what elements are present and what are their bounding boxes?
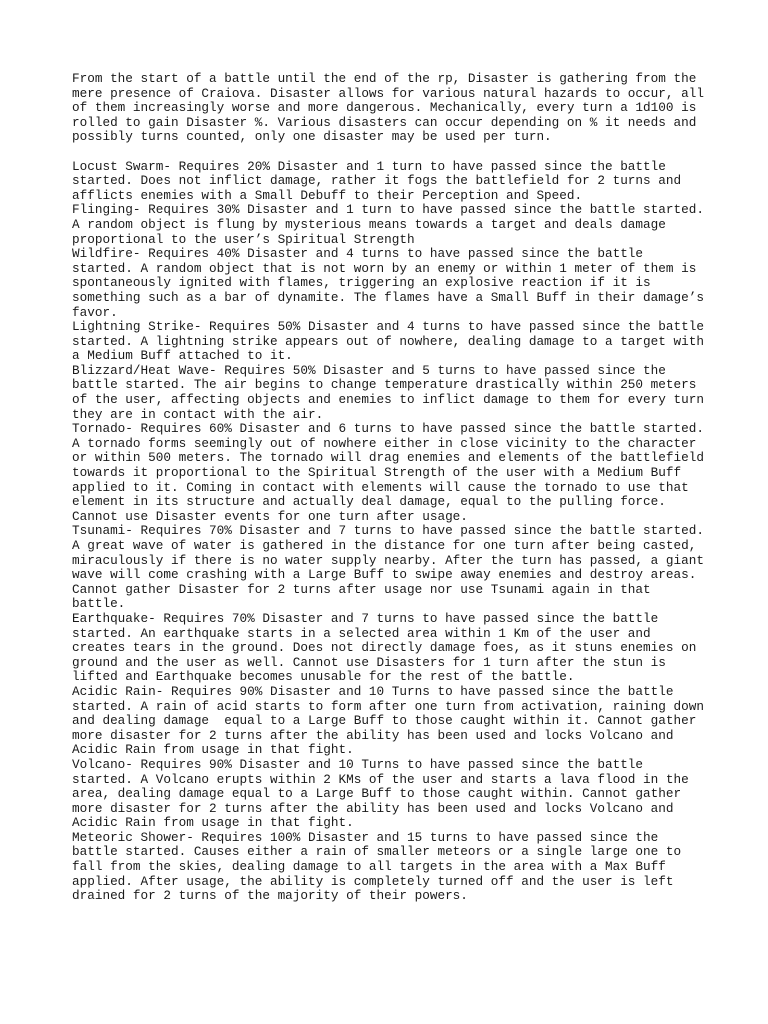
text-line: A random object is flung by mysterious means towards a target and deals damage: [72, 216, 666, 232]
text-line: drained for 2 turns of the majority of their powers.: [72, 888, 468, 904]
text-line: more disaster for 2 turns after the ability has been used and locks Volcano and: [72, 727, 674, 743]
intro-paragraph: [72, 72, 712, 145]
text-line: towards it proportional to the Spiritual Strength of the user with a Medium Buff: [72, 465, 682, 481]
text-line: lifted and Earthquake becomes unusable for the rest of the battle.: [72, 669, 575, 685]
flinging-entry: Flinging- Requires 30% Disaster and 1 turn to have passed since the battle started.: [72, 202, 704, 218]
text-line: something such as a bar of dynamite. The flames have a Small Buff in their damage’s: [72, 289, 704, 305]
text-line: they are in contact with the air.: [72, 406, 324, 422]
text-line: battle started. The air begins to change temperature drastically within 250 meters: [72, 377, 697, 393]
acidic-rain-entry: Acidic Rain- Requires 90% Disaster and 10 Turns to have passed since the battle: [72, 683, 674, 699]
blizzard-heat-wave-entry: Blizzard/Heat Wave- Requires 50% Disaster and 5 turns to have passed since the: [72, 362, 666, 378]
text-line: and dealing damage equal to a Large Buff to those caught within it. Cannot gather: [72, 713, 697, 729]
text-line: afflicts enemies with a Small Debuff to their Perception and Speed.: [72, 187, 583, 203]
text-line: started. A random object that is not worn by an enemy or within 1 meter of them is: [72, 260, 697, 276]
meteoric-shower-entry: Meteoric Shower- Requires 100% Disaster and 15 turns to have passed since the: [72, 829, 659, 845]
text-line: proportional to the user’s Spiritual Strength: [72, 231, 415, 247]
earthquake-entry: Earthquake- Requires 70% Disaster and 7 turns to have passed since the battle: [72, 610, 659, 626]
text-line: applied. After usage, the ability is completely turned off and the user is left: [72, 873, 674, 889]
text-line: of them increasingly worse and more dangerous. Mechanically, every turn a 1d100 is: [72, 100, 697, 116]
text-line: Cannot use Disaster events for one turn after usage.: [72, 508, 468, 524]
text-line: A great wave of water is gathered in the distance for one turn after being casted,: [72, 538, 697, 553]
text-line: or within 500 meters. The tornado will drag enemies and elements of the battlefield: [72, 450, 704, 466]
text-line: favor.: [72, 304, 118, 320]
tornado-entry: Tornado- Requires 60% Disaster and 6 turns to have passed since the battle started.: [72, 421, 704, 437]
text-line: spontaneously ignited with flames, triggering an explosive reaction if it is: [72, 275, 651, 291]
text-line: started. A Volcano erupts within 2 KMs of the user and starts a lava flood in the: [72, 771, 689, 787]
wildfire-entry: Wildfire- Requires 40% Disaster and 4 turns to have passed since the battle: [72, 246, 644, 262]
text-line: started. An earthquake starts in a selected area within 1 Km of the user and: [72, 625, 651, 641]
text-line: area, dealing damage equal to a Large Buff to those caught within. Cannot gather: [72, 786, 682, 802]
text-line: fall from the skies, dealing damage to all targets in the area with a Max Buff: [72, 859, 666, 875]
text-line: applied to it. Coming in contact with elements will cause the tornado to use that: [72, 479, 689, 495]
text-line: of the user, affecting objects and enemies to inflict damage to them for every turn: [72, 392, 704, 408]
document-page: [72, 72, 712, 904]
text-line: battle.: [72, 596, 126, 612]
text-line: started. Does not inflict damage, rather it fogs the battlefield for 2 turns and: [72, 173, 682, 189]
text-line: miraculously if there is no water supply nearby. After the turn has passed, a giant: [72, 552, 704, 568]
volcano-entry: Volcano- Requires 90% Disaster and 10 Turns to have passed since the battle: [72, 756, 644, 772]
text-line: wave will come crashing with a Large Buff to swipe away enemies and destroy areas.: [72, 567, 697, 583]
text-line: more disaster for 2 turns after the ability has been used and locks Volcano and: [72, 800, 674, 816]
text-line: started. A lightning strike appears out of nowhere, dealing damage to a target with: [72, 333, 704, 349]
tsunami-entry: Tsunami- Requires 70% Disaster and 7 turns to have passed since the battle started.: [72, 523, 704, 539]
locust-swarm-entry: Locust Swarm- Requires 20% Disaster and 1 turn to have passed since the battle: [72, 158, 666, 174]
text-line: possibly turns counted, only one disaster may be used per turn.: [72, 129, 552, 145]
text-line: Cannot gather Disaster for 2 turns after usage nor use Tsunami again in that: [72, 581, 651, 597]
text-line: element in its structure and actually deal damage, equal to the pulling force.: [72, 494, 666, 510]
text-line: a Medium Buff attached to it.: [72, 348, 293, 364]
text-line: From the start of a battle until the end of the rp, Disaster is gathering from the: [72, 71, 697, 86]
text-line: ground and the user as well. Cannot use Disasters for 1 turn after the stun is: [72, 654, 666, 670]
text-line: Acidic Rain from usage in that fight.: [72, 815, 354, 831]
text-line: started. A rain of acid starts to form after one turn from activation, raining down: [72, 698, 704, 714]
text-line: Acidic Rain from usage in that fight.: [72, 742, 354, 758]
text-line: rolled to gain Disaster %. Various disasters can occur depending on % it needs and: [72, 114, 697, 130]
disaster-list: [72, 160, 712, 904]
text-line: mere presence of Craiova. Disaster allows for various natural hazards to occur, all: [72, 85, 704, 101]
text-line: creates tears in the ground. Does not directly damage foes, as it stuns enemies on: [72, 640, 697, 656]
text-line: A tornado forms seemingly out of nowhere either in close vicinity to the character: [72, 435, 697, 451]
text-line: battle started. Causes either a rain of smaller meteors or a single large one to: [72, 844, 682, 860]
lightning-strike-entry: Lightning Strike- Requires 50% Disaster and 4 turns to have passed since the battle: [72, 319, 704, 335]
